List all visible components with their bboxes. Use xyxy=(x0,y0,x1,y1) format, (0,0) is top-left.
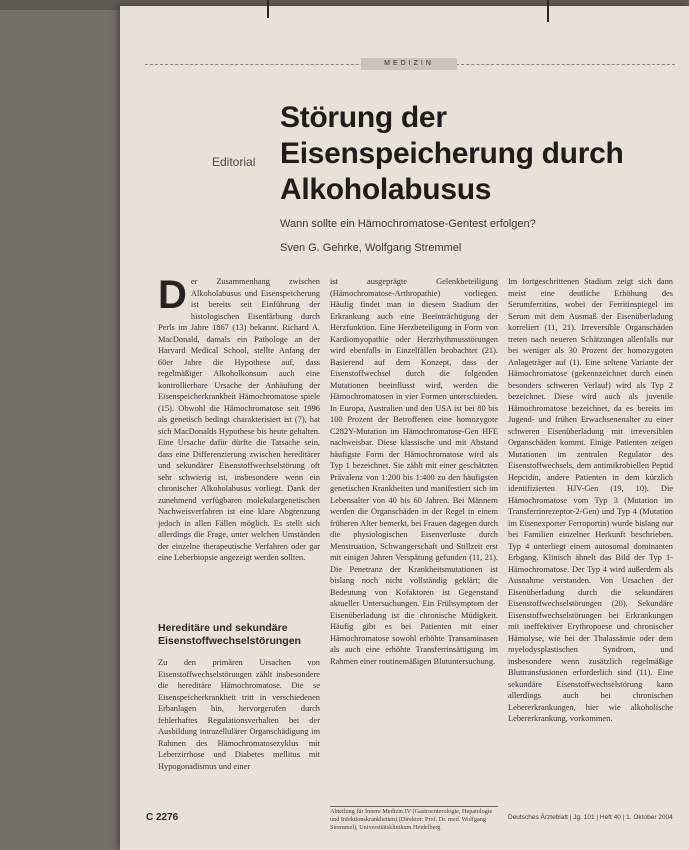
drop-cap: D xyxy=(158,276,187,317)
column-2-body: ist ausgeprägte Gelenkbeteiligung (Hämochromatose-Arthropathie) vorliegen. Häufig findet man in diesem Stadium der Erkrankung auch eine Beeinträchtigung der Herzfunktion. Eine Herzbeteiligung in Form von Kardiomyopathie oder Herzrhythmusstörungen wird ebenfalls in Einzelfällen beobachtet (21). Basierend auf dem Konzept, dass der Eisenstoffwechsel durch die folgenden Mutationen beeinflusst wird, werden die Hämochromatosen in vier Formen unterschieden. In Europa, Australien und den USA ist bei 80 bis 100 Prozent der Betroffenen eine homozygote C282Y-Mutation im Hämochromatose-Gen HFE nachweisbar. Diese klassische und mit Abstand häufigste Form der Hämochromatose wird als Typ 1 bezeichnet. Sie zählt mit einer geschätzten Prävalenz von 1:200 bis 1:400 zu den häufigsten genetischen Krankheiten und manifestiert sich im Lebensalter von 40 bis 60 Jahren. Bei Männern werden die Organschäden in der Regel in einem früheren Alter bemerkt, bei Frauen dagegen durch die physiologischen Eisenverluste durch Menstruation, Schwangerschaft und Stillzeit erst mit einigen Jahren Verspätung gefunden (11, 21). Die Penetranz der Krankheitsmutationen ist bislang noch nicht vollständig geklärt; die Bedeutung von Kofaktoren ist Gegenstand aktueller Untersuchungen. Ein Frühsymptom der Eisenüberladung ist die chronische Müdigkeit. Häufig gibt es bei Patienten mit einer Hämochromatose sowohl erhöhte Transaminasen als auch eine erhöhte Transferrinsättigung im Rahmen einer routinemäßigen Blutuntersuchung. xyxy=(330,277,498,666)
article-authors: Sven G. Gehrke, Wolfgang Stremmel xyxy=(280,242,462,254)
text-column-1-lower xyxy=(158,657,320,812)
page-number: C 2276 xyxy=(146,812,179,823)
section-heading: Hereditäre und sekundäre Eisenstoffwechselstörungen xyxy=(158,622,301,647)
text-column-3 xyxy=(508,276,673,812)
article-subtitle: Wann sollte ein Hämochromatose-Gentest erfolgen? xyxy=(280,218,536,230)
affiliation-footnote: Abteilung für Innere Medizin IV (Gastroenterologie, Hepatologie und Infektionskrankheiten) (Direktor: Prof. Dr. med. Wolfgang Stremmel), Universitätsklinikum Heidelberg xyxy=(330,808,493,831)
text-column-2 xyxy=(330,276,498,798)
binding-mark-right xyxy=(547,0,549,22)
footnote-divider xyxy=(330,806,498,807)
article-title: Störung der Eisenspeicherung durch Alkoholabusus xyxy=(280,101,624,206)
section-label: MEDIZIN xyxy=(361,58,457,70)
journal-citation: Deutsches Ärzteblatt | Jg. 101 | Heft 40 | 1. Oktober 2004 xyxy=(508,814,673,821)
binding-mark-left xyxy=(267,0,269,18)
column-1-lower-body: Zu den primären Ursachen von Eisenstoffwechselstörungen zählt insbesondere die hereditäre Hämochromatose. Die se Eisenspeicherkrankheit tritt in verschiedenen Erbanlagen hin, hervorgerufen durch fehlerhaftes Regulationsverhalten bei der Ausbildung intrazellulärer Organschädigung im Rahmen des Hämochromatosezyklus mit Leberzirrhose und Diabetes mellitus mit Hypogonadismus und einer xyxy=(158,658,320,771)
background-desk xyxy=(0,0,130,850)
text-column-1 xyxy=(158,276,320,594)
column-1-body: er Zusammenhang zwischen Alkoholabusus und Eisenspeicherung ist bereits seit Einführung der histologischen Eisenfärbung durch Perls im Jahre 1867 (13) bekannt. Richard A. MacDonald, damals ein Pathologe an der Harvard Medical School, stellte Anfang der 60er Jahre die Hypothese auf, dass regelmäßiger Alkoholkonsum auch eine kontrollierbare Ursache der Anhäufung der Eisenspeicherkrankheit Hämochromatose spiele (15). Obwohl die Hämochromatose seit 1996 als genetisch bedingt charakterisiert ist (7), hat sich MacDonalds Hypothese bis heute gehalten. Eine Ursache dafür dürfte die Tatsache sein, dass eine Differenzierung zwischen hereditärer und sekundärer Eisenstoffwechselstörung oft sehr schwierig ist, insbesondere wenn ein chronischer Alkoholabusus vorliegt. Dank der zunehmend verfügbaren molekulargenetischen Nachweisverfahren ist eine klare Abgrenzung jedoch in allen Fällen möglich. Es stellt sich allerdings die Frage, unter welchen Umständen der einzelne therapeutische Verfahren oder gar eine Leberbiopsie angezeigt werden sollten. xyxy=(158,277,320,562)
article-kicker: Editorial xyxy=(212,155,256,169)
column-3-body: Im fortgeschrittenen Stadium zeigt sich dann meist eine deutliche Erhöhung des Serumferritins, wobei der Ferritinspiegel im Serum mit dem Ausmaß der Eisenüberladung korreliert (11, 21). Irreversible Organschäden treten nach neueren Schätzungen allenfalls nur bei weniger als 30 Prozent der homozygoten Anlageträger auf (1). Eine seltene Variante der Hämochromatose (gekennzeichnet durch einen besonders schweren Verlauf) wird als Typ 2 bezeichnet. Diese wird auch als juvenile Hämochromatose bezeichnet, da es bereits im Jugend- und frühen Erwachsenenalter zu einer schweren Eisenüberladung mit irreversiblen Organschäden kommt. Einige Patienten zeigen Mutationen im zentralen Regulator des Eisenstoffwechsels, dem antimikrobiellen Peptid Hepcidin, andere Patienten in dem kürzlich identifizierten HJV-Gen (19, 10). Die Hämochromatose vom Typ 3 (Mutation im Transferrinrezeptor-2-Gen) und Typ 4 (Mutation im Eisenexporter Ferroportin) wurde bislang nur bei Familien einzelner Herkunft beschrieben. Typ 4 unterliegt einem autosomal dominanten Erbgang. Klinisch ähnelt das Bild der Typ 1-Hämochromatose. Der Typ 4 wird außerdem als Ausnahme verstanden. Von Ursachen der Eisenüberladung durch die sekundären Eisenstoffwechselstörungen (20). Sekundäre Eisenstoffwechselstörungen bei Erkrankungen mit ineffektiver Erythropoese und chronischer Hämolyse, wie bei der Thalassämie oder dem myelodysplastischen Syndrom, und insbesondere wenn zusätzlich regelmäßige Bluttransfusionen erforderlich sind (11). Eine sekundäre Eisenstoffwechselstörung kann allerdings auch bei chronischen Lebererkrankungen, hier wie alkoholische Lebererkrankung, vorkommen. xyxy=(508,277,673,723)
